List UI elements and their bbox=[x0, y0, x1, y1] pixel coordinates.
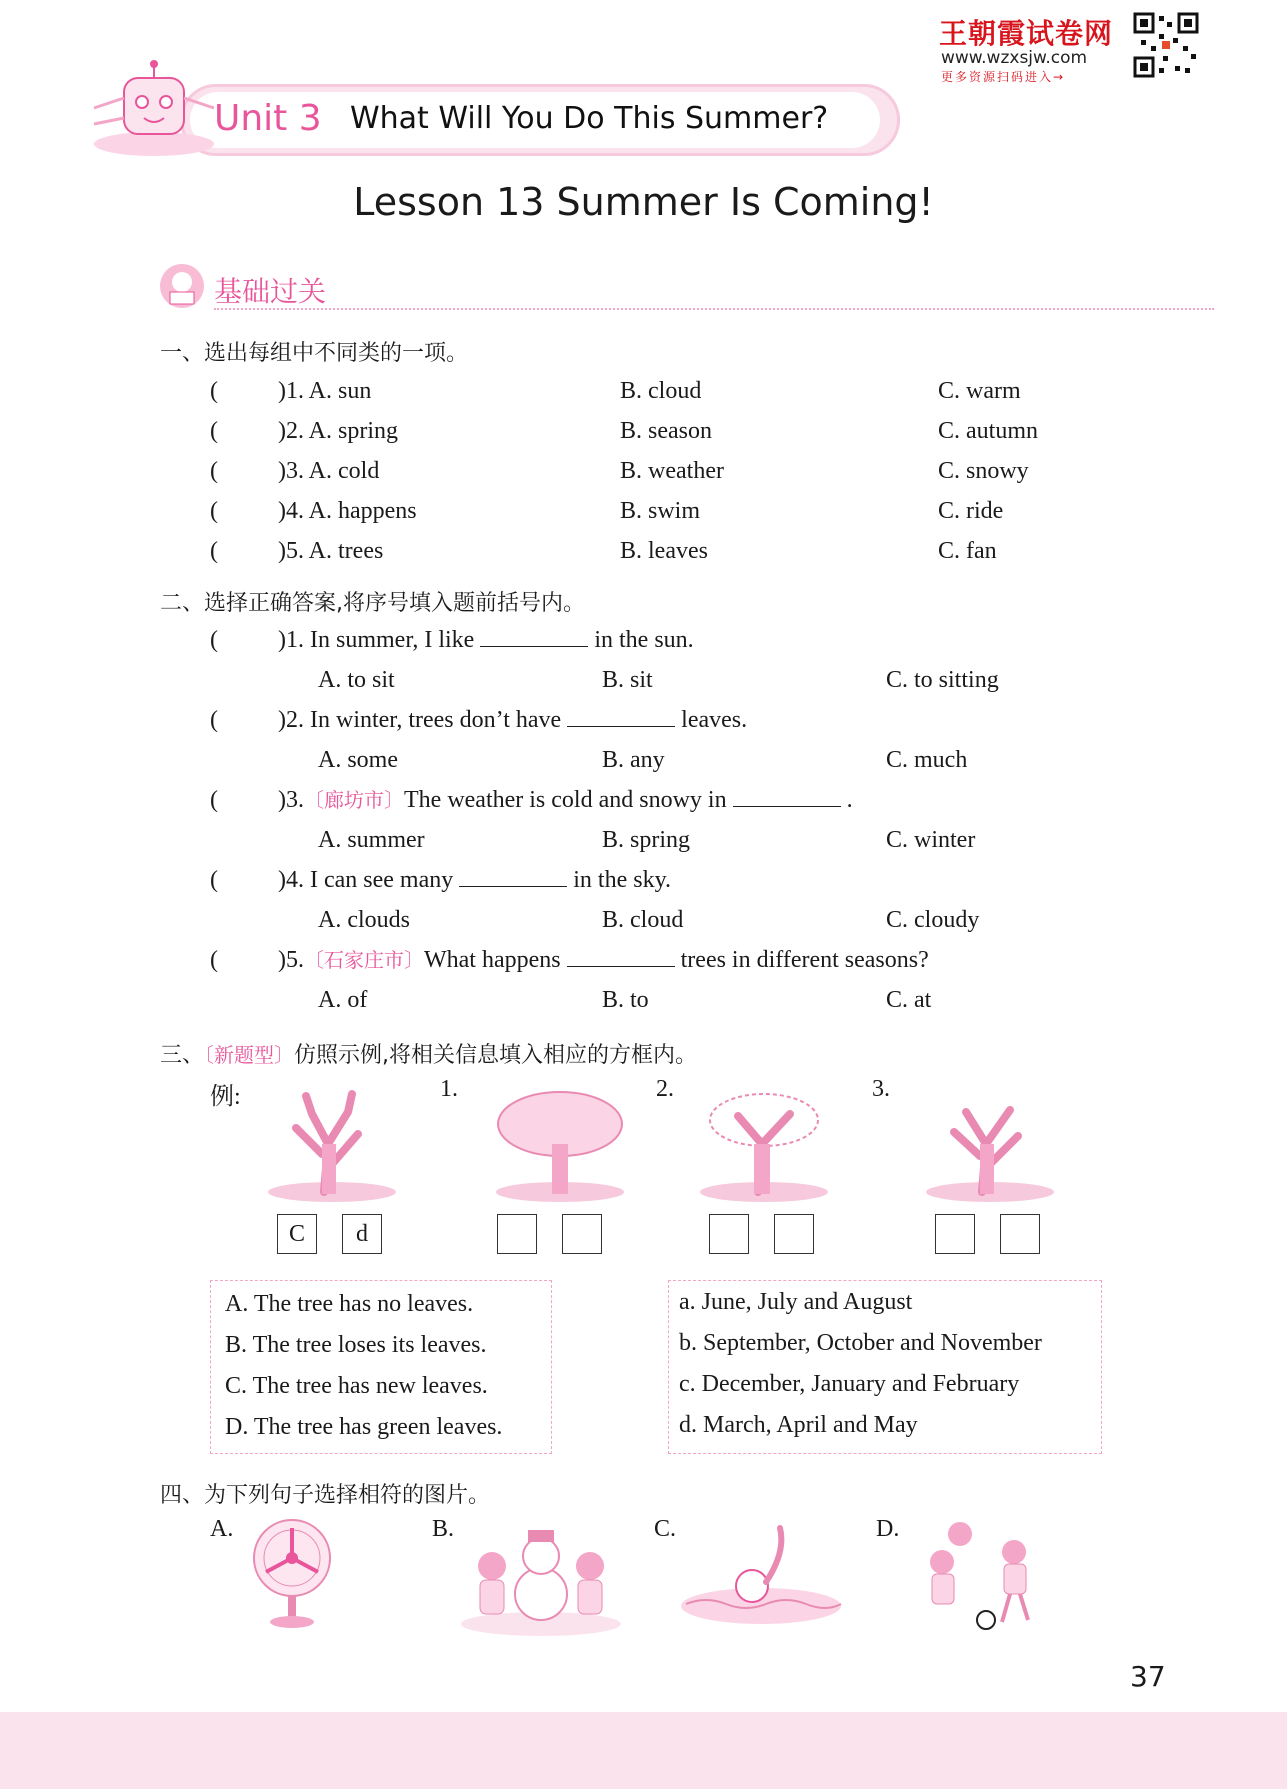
leafy-tree-icon bbox=[490, 1084, 630, 1204]
q3-label-3: 3. bbox=[872, 1076, 890, 1102]
example-answer-box: d bbox=[342, 1214, 382, 1254]
q3-label-1: 1. bbox=[440, 1076, 458, 1102]
brand-logo bbox=[939, 10, 1199, 84]
brand-name: 王朝霞试卷网 bbox=[939, 17, 1114, 50]
q2-options: A. to sit B. sit C. to sitting bbox=[318, 667, 999, 693]
qr-code-icon bbox=[1133, 12, 1199, 78]
q3-title: 三、〔新题型〕仿照示例,将相关信息填入相应的方框内。 bbox=[160, 1043, 698, 1068]
q2-options: A. of B. to C. at bbox=[318, 987, 932, 1013]
robot-mascot-icon bbox=[84, 58, 224, 158]
section-label: 基础过关 bbox=[214, 275, 327, 308]
example-answer-box: C bbox=[277, 1214, 317, 1254]
answer-box[interactable] bbox=[497, 1214, 537, 1254]
answer-blank[interactable] bbox=[480, 624, 588, 647]
q2-question: ( )3.〔廊坊市〕The weather is cold and snowy in . bbox=[0, 783, 1287, 817]
brand-tagline: 更多资源扫码进入→ bbox=[941, 70, 1066, 84]
q1-row: ( )1. A. sun B. cloud C. warm bbox=[210, 378, 1021, 404]
q4-label-b: B. bbox=[432, 1516, 455, 1542]
q4-label-a: A. bbox=[210, 1516, 234, 1542]
q3-label-2: 2. bbox=[656, 1076, 674, 1102]
q1-row: ( )3. A. cold B. weather C. snowy bbox=[210, 458, 1029, 484]
q1-row: ( )5. A. trees B. leaves C. fan bbox=[210, 538, 997, 564]
answer-blank[interactable] bbox=[567, 704, 675, 727]
girl-reading-icon bbox=[158, 262, 208, 312]
q2-title: 二、选择正确答案,将序号填入题前括号内。 bbox=[160, 591, 585, 616]
budding-tree-icon bbox=[694, 1084, 834, 1204]
brand-url: www.wzxsjw.com bbox=[941, 48, 1088, 68]
bare-tree-icon bbox=[262, 1084, 402, 1204]
unit-banner bbox=[150, 84, 902, 156]
q3-example-label: 例: bbox=[210, 1084, 241, 1110]
snowman-kids-icon bbox=[456, 1516, 626, 1640]
q1-row: ( )4. A. happens B. swim C. ride bbox=[210, 498, 1004, 524]
tree-options-box: A. The tree has no leaves. B. The tree loses its leaves. C. The tree has new leaves. D. The tree has green leaves. bbox=[210, 1280, 552, 1454]
swimming-boy-icon bbox=[676, 1522, 846, 1640]
kids-playing-football-icon bbox=[910, 1516, 1050, 1636]
snowy-tree-icon bbox=[920, 1084, 1060, 1204]
q2-question: ( )2. In winter, trees don’t have leaves. bbox=[0, 703, 1287, 737]
answer-box[interactable] bbox=[1000, 1214, 1040, 1254]
unit-number: Unit 3 bbox=[214, 98, 322, 139]
section-header bbox=[158, 262, 1158, 312]
answer-box[interactable] bbox=[774, 1214, 814, 1254]
answer-blank[interactable] bbox=[567, 944, 675, 967]
answer-blank[interactable] bbox=[459, 864, 567, 887]
q2-question: ( )5.〔石家庄市〕What happens trees in different seasons? bbox=[0, 943, 1287, 977]
q2-options: A. some B. any C. much bbox=[318, 747, 968, 773]
answer-box[interactable] bbox=[935, 1214, 975, 1254]
answer-box[interactable] bbox=[709, 1214, 749, 1254]
answer-blank[interactable] bbox=[733, 784, 841, 807]
unit-title: What Will You Do This Summer? bbox=[350, 101, 829, 136]
answer-box[interactable] bbox=[562, 1214, 602, 1254]
lesson-title: Lesson 13 Summer Is Coming! bbox=[353, 180, 934, 224]
q1-title: 一、选出每组中不同类的一项。 bbox=[160, 341, 469, 366]
page-number: 37 bbox=[1130, 1660, 1166, 1693]
q4-title: 四、为下列句子选择相符的图片。 bbox=[160, 1483, 491, 1508]
q2-question: ( )4. I can see many in the sky. bbox=[0, 863, 1287, 897]
q2-question: ( )1. In summer, I like in the sun. bbox=[0, 623, 1287, 657]
q2-options: A. summer B. spring C. winter bbox=[318, 827, 976, 853]
q4-label-d: D. bbox=[876, 1516, 900, 1542]
q1-row: ( )2. A. spring B. season C. autumn bbox=[210, 418, 1038, 444]
q4-label-c: C. bbox=[654, 1516, 677, 1542]
q2-options: A. clouds B. cloud C. cloudy bbox=[318, 907, 980, 933]
month-options-box: a. June, July and August b. September, October and November c. December, January and February d. March, April and May bbox=[668, 1280, 1102, 1454]
footer-band bbox=[0, 1712, 1287, 1789]
electric-fan-icon bbox=[250, 1516, 334, 1634]
